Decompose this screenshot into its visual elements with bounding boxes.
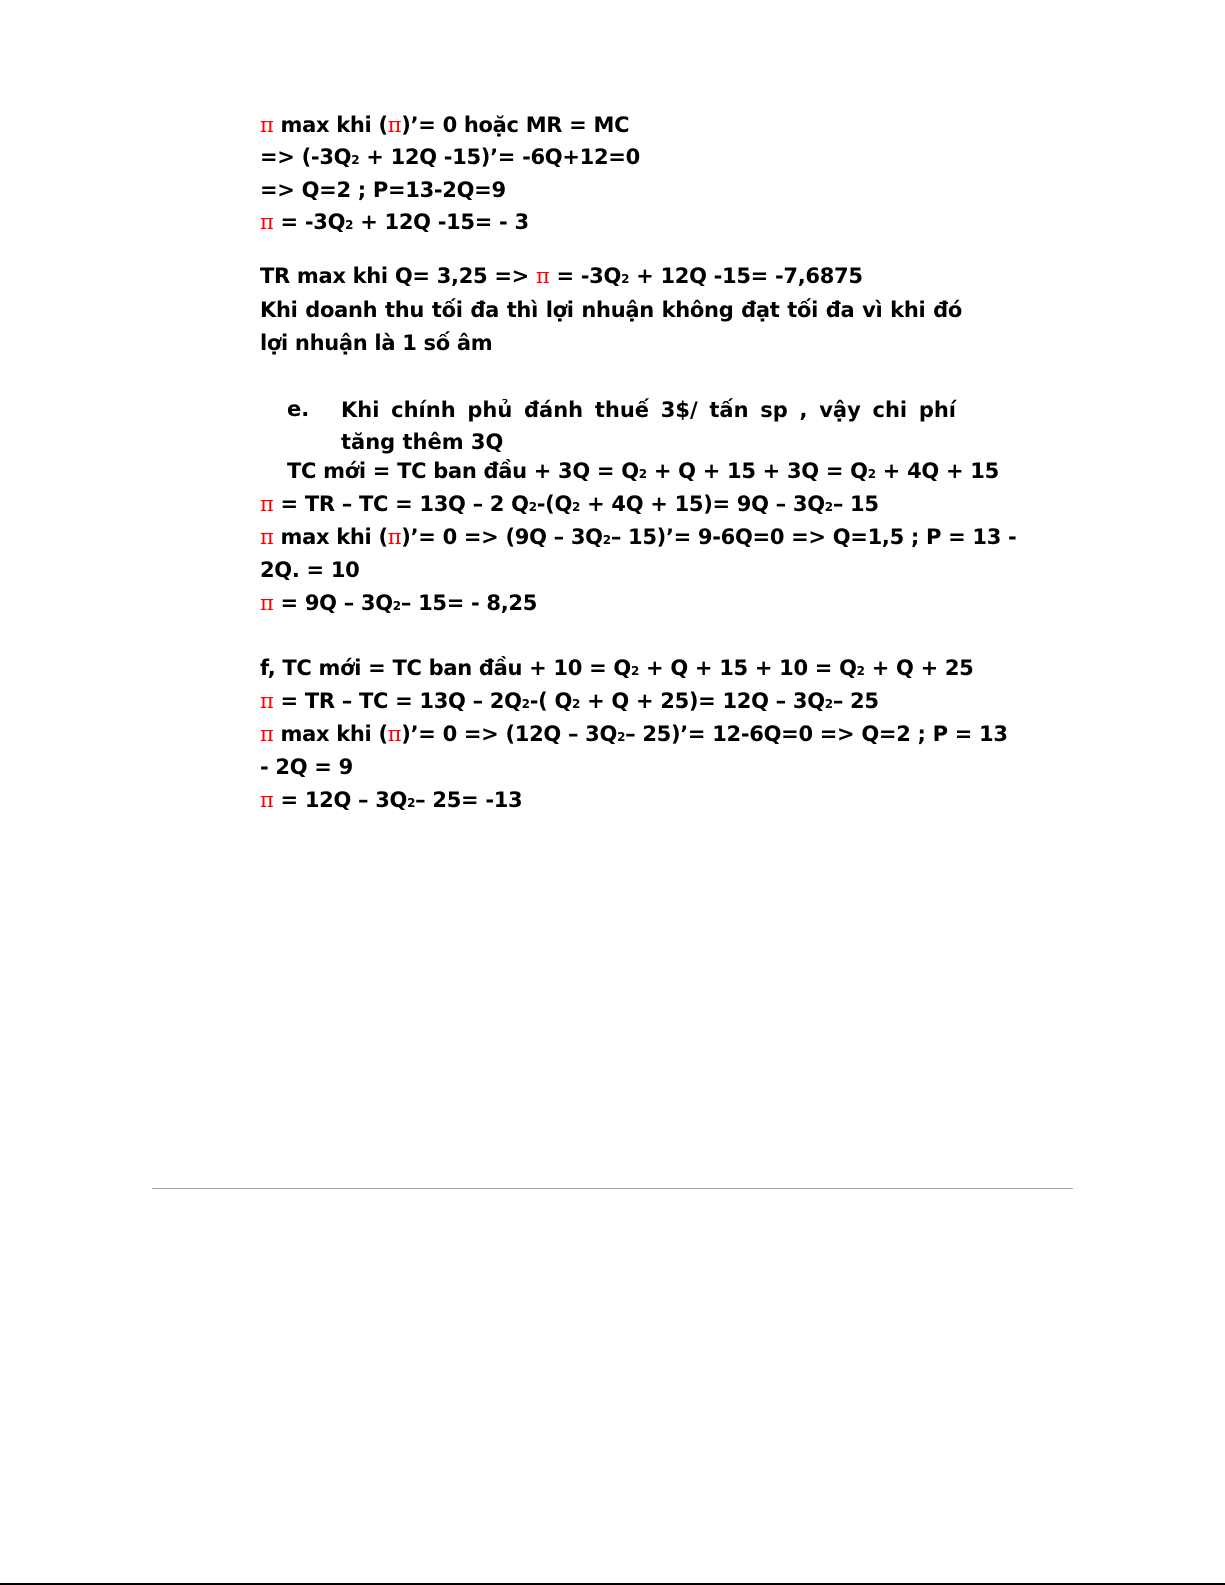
list-item-e-text: Khi chính phủ đánh thuế 3$/ tấn sp , vậy chi phí tăng thêm 3Q (341, 398, 956, 454)
text: + 12Q -15= - 3 (353, 210, 529, 234)
text: + 4Q + 15 (875, 459, 999, 483)
text: + Q + 25)= 12Q – 3Q (580, 689, 825, 713)
exponent: 2 (572, 500, 581, 514)
text: + Q + 15 + 10 = Q (639, 656, 857, 680)
exponent: 2 (867, 467, 876, 481)
exponent: 2 (630, 664, 639, 678)
exponent: 2 (407, 796, 416, 810)
exponent: 2 (638, 467, 647, 481)
text: – 15 (832, 492, 879, 516)
text: -(Q (536, 492, 573, 516)
text: + 12Q -15)’= -6Q+12=0 (359, 145, 640, 169)
text: f, TC mới = TC ban đầu + 10 = Q (260, 656, 631, 680)
text: )’= 0 hoặc MR = MC (401, 113, 630, 137)
line-profit-value-f (260, 785, 960, 818)
text: – 25 (832, 689, 879, 713)
line-q-p-result (260, 175, 960, 205)
text: – 15= - 8,25 (400, 591, 538, 615)
line-price-e (260, 555, 960, 585)
paragraph-conclusion (260, 294, 962, 360)
text: + Q + 25 (864, 656, 974, 680)
line-profit-max-e (260, 522, 1017, 555)
line-profit-function-e (260, 489, 960, 522)
text: => Q=2 ; P=13-2Q=9 (260, 178, 506, 202)
pi-symbol: π (387, 722, 402, 746)
exponent: 2 (824, 500, 833, 514)
text: = -3Q (549, 264, 622, 288)
pi-symbol: π (387, 525, 402, 549)
text: – 25= -13 (415, 788, 523, 812)
text: = -3Q (280, 210, 346, 234)
text: max khi ( (280, 525, 388, 549)
page-divider (152, 1188, 1073, 1189)
pi-symbol: π (260, 689, 274, 713)
line-tc-new-f (260, 653, 974, 686)
exponent: 2 (521, 697, 530, 711)
text: + 4Q + 15)= 9Q – 3Q (580, 492, 825, 516)
pi-symbol: π (260, 492, 274, 516)
text: )’= 0 => (9Q – 3Q (401, 525, 603, 549)
text: – 15)’= 9-6Q=0 => Q=1,5 ; P = 13 - (610, 525, 1017, 549)
text: - 2Q = 9 (260, 755, 353, 779)
line-profit-max-condition (260, 110, 960, 140)
text: TR max khi Q= 3,25 => (260, 264, 536, 288)
text: = 12Q – 3Q (280, 788, 408, 812)
pi-symbol: π (260, 591, 274, 615)
text: Khi doanh thu tối đa thì lợi nhuận không đạt tối đa vì khi đó lợi nhuận là 1 số âm (260, 298, 962, 355)
text: max khi ( (280, 722, 388, 746)
pi-symbol: π (387, 113, 402, 137)
text: = TR – TC = 13Q – 2 Q (280, 492, 529, 516)
exponent: 2 (392, 599, 401, 613)
line-profit-function-f (260, 686, 960, 719)
exponent: 2 (345, 218, 354, 232)
text: + Q + 15 + 3Q = Q (646, 459, 868, 483)
exponent: 2 (856, 664, 865, 678)
line-tr-max (260, 261, 960, 294)
text: => (-3Q (260, 145, 352, 169)
text: – 25)’= 12-6Q=0 => Q=2 ; P = 13 (625, 722, 1008, 746)
pi-symbol: π (260, 210, 274, 234)
pi-symbol: π (260, 788, 274, 812)
line-profit-value-e (260, 588, 960, 621)
text: = 9Q – 3Q (280, 591, 393, 615)
text: )’= 0 => (12Q – 3Q (401, 722, 618, 746)
line-profit-value (260, 207, 960, 240)
line-profit-max-f (260, 719, 1008, 752)
line-price-f (260, 752, 960, 782)
text: max khi ( (280, 113, 388, 137)
pi-symbol: π (260, 525, 274, 549)
text: 2Q. = 10 (260, 558, 360, 582)
text: = TR – TC = 13Q – 2Q (280, 689, 522, 713)
pi-symbol: π (535, 264, 550, 288)
pi-symbol: π (260, 722, 274, 746)
text: + 12Q -15= -7,6875 (629, 264, 863, 288)
exponent: 2 (351, 153, 360, 167)
exponent: 2 (528, 500, 537, 514)
exponent: 2 (621, 272, 630, 286)
list-marker-e: e. (287, 397, 310, 421)
line-derivative (260, 142, 960, 175)
text: -( Q (529, 689, 573, 713)
line-tc-new-tax (287, 456, 999, 489)
text: TC mới = TC ban đầu + 3Q = Q (287, 459, 639, 483)
pi-symbol: π (260, 113, 274, 137)
exponent: 2 (572, 697, 581, 711)
exponent: 2 (602, 533, 611, 547)
exponent: 2 (824, 697, 833, 711)
exponent: 2 (617, 730, 626, 744)
